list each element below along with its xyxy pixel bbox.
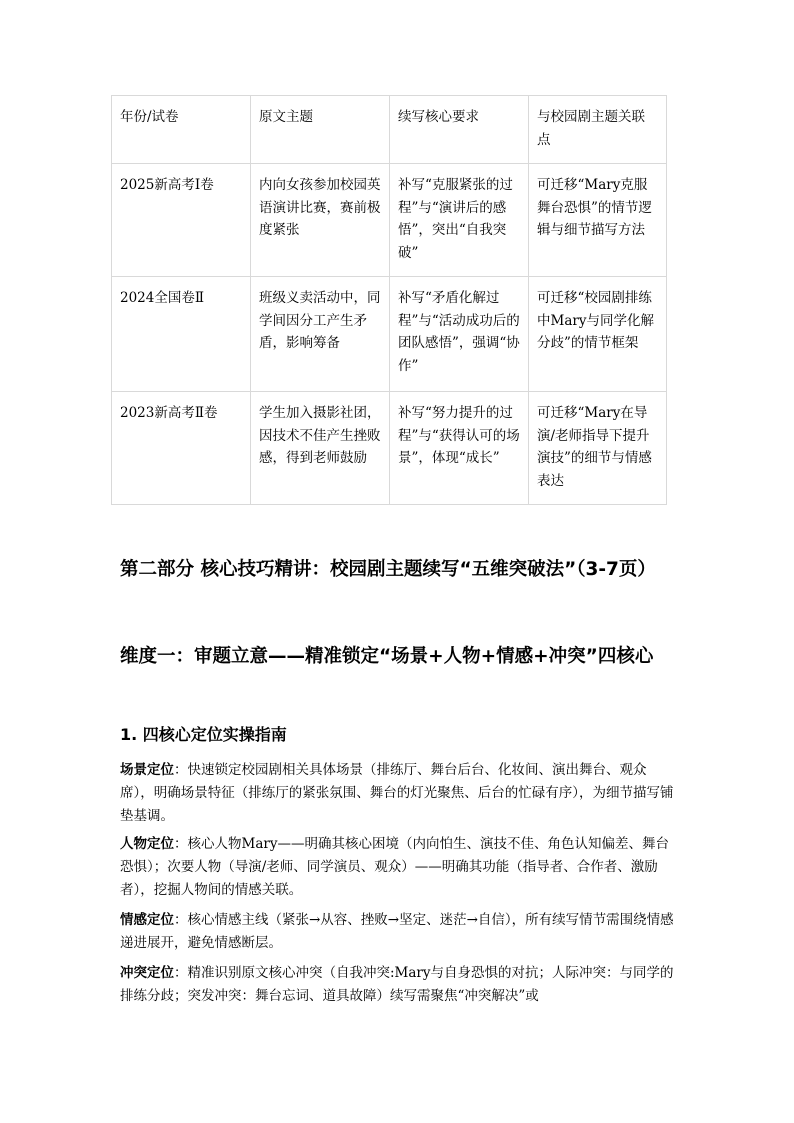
table-cell: 补写“矛盾化解过程”与“活动成功后的团队感悟”，强调“协作”	[390, 277, 529, 392]
table-cell: 2025新高考Ⅰ卷	[112, 164, 251, 277]
table-cell: 班级义卖活动中，同学间因分工产生矛盾，影响筹备	[251, 277, 390, 392]
paragraph-text: ：快速锁定校园剧相关具体场景（排练厅、舞台后台、化妆间、演出舞台、观众席），明确场景特征（排练厅的紧张氛围、舞台的灯光聚焦、后台的忙碌有序），为细节描写铺垫基调。	[120, 762, 674, 824]
header-cell-requirement: 续写核心要求	[390, 96, 529, 164]
table-row	[112, 164, 667, 277]
paragraph-label: 场景定位	[120, 762, 174, 778]
exam-comparison-table	[111, 95, 667, 505]
subheading: 1. 四核心定位实操指南	[120, 725, 287, 744]
table-cell: 学生加入摄影社团，因技术不佳产生挫败感，得到老师鼓励	[251, 392, 390, 505]
table-cell: 可迁移“Mary在导演/老师指导下提升演技”的细节与情感表达	[529, 392, 667, 505]
paragraph-character	[120, 833, 680, 902]
header-cell-year: 年份/试卷	[112, 96, 251, 164]
table-cell: 可迁移“Mary克服舞台恐惧”的情节逻辑与细节描写方法	[529, 164, 667, 277]
table-cell: 可迁移“校园剧排练中Mary与同学化解分歧”的情节框架	[529, 277, 667, 392]
paragraph-conflict	[120, 962, 680, 1008]
paragraph-text: ：核心人物Mary——明确其核心困境（内向怕生、演技不佳、角色认知偏差、舞台恐惧）；次要人物（导演/老师、同学演员、观众）——明确其功能（指导者、合作者、激励者），挖掘人物间的情感关联。	[120, 836, 669, 898]
table-cell: 补写“克服紧张的过程”与“演讲后的感悟”，突出“自我突破”	[390, 164, 529, 277]
paragraph-text: ：核心情感主线（紧张→从容、挫败→坚定、迷茫→自信），所有续写情节需围绕情感递进展开，避免情感断层。	[120, 912, 674, 951]
table-cell: 2024全国卷Ⅱ	[112, 277, 251, 392]
table-header-row	[112, 96, 667, 164]
paragraph-label: 冲突定位	[120, 965, 174, 981]
paragraph-emotion	[120, 909, 680, 955]
header-cell-theme: 原文主题	[251, 96, 390, 164]
table-row	[112, 277, 667, 392]
header-cell-connection: 与校园剧主题关联点	[529, 96, 667, 164]
section-title: 第二部分 核心技巧精讲：校园剧主题续写“五维突破法”（3-7页）	[120, 559, 656, 580]
table-row	[112, 392, 667, 505]
paragraph-label: 情感定位	[120, 912, 174, 928]
paragraph-scene	[120, 759, 680, 828]
paragraph-text: ：精准识别原文核心冲突（自我冲突:Mary与自身恐惧的对抗；人际冲突：与同学的排练分歧；突发冲突：舞台忘词、道具故障）续写需聚焦“冲突解决”或	[120, 965, 674, 1004]
table-cell: 内向女孩参加校园英语演讲比赛，赛前极度紧张	[251, 164, 390, 277]
paragraph-label: 人物定位	[120, 836, 174, 852]
table-cell: 补写“努力提升的过程”与“获得认可的场景”，体现“成长”	[390, 392, 529, 505]
table-cell: 2023新高考Ⅱ卷	[112, 392, 251, 505]
dimension-title: 维度一：审题立意——精准锁定“场景+人物+情感+冲突”四核心	[120, 646, 654, 667]
